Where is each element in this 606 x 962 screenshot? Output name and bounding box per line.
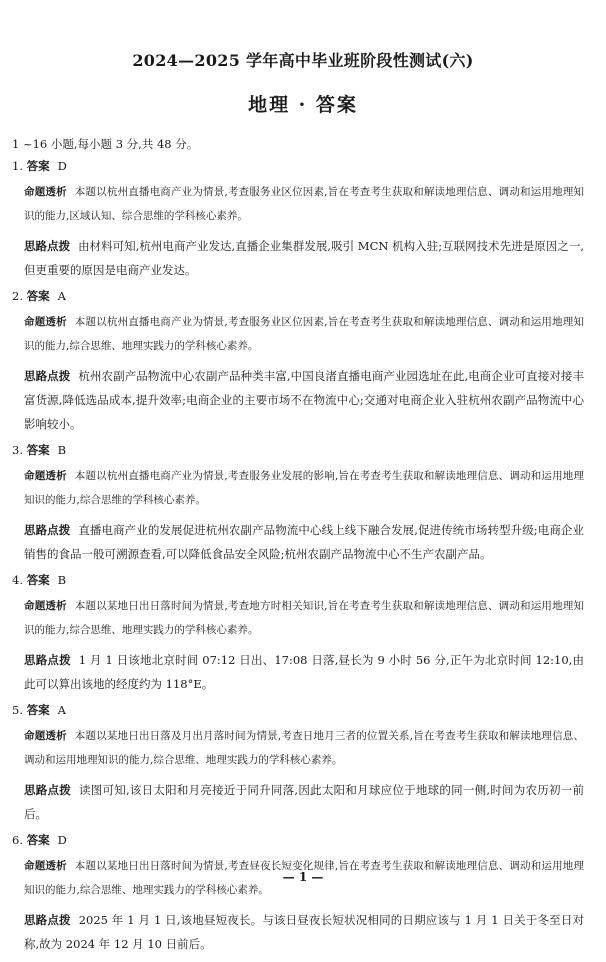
analysis-text: 本题以杭州直播电商产业为情景,考查服务业区位因素,旨在考查考生获取和解读地理信息、调动和运用地理知识的能力,区域认知、综合思维的学科核心素养。 (24, 186, 584, 222)
page-number: — 1 — (282, 870, 324, 884)
question-item (0, 572, 606, 696)
question-item (0, 288, 606, 436)
analysis-text: 本题以某地日出日落及月出月落时间为情景,考查日地月三者的位置关系,旨在考查考生获取和解读地理信息、调动和运用地理知识的能力,综合思维、地理实践力的学科核心素养。 (24, 730, 584, 766)
answer-label: 答案 (26, 289, 50, 303)
question-item (0, 158, 606, 282)
hint-paragraph (24, 234, 584, 282)
question-number: 2. (12, 289, 23, 303)
hint-paragraph (24, 908, 584, 956)
question-list (0, 158, 606, 956)
analysis-paragraph (24, 724, 584, 772)
question-number: 3. (12, 443, 23, 457)
answer-line (12, 288, 606, 304)
answer-line (12, 702, 606, 718)
hint-label: 思路点拨 (24, 783, 72, 797)
analysis-label: 命题透析 (24, 470, 67, 482)
analysis-text: 本题以杭州直播电商产业为情景,考查服务业区位因素,旨在考查考生获取和解读地理信息、调动和运用地理知识的能力,综合思维、地理实践力的学科核心素养。 (24, 316, 584, 352)
analysis-text: 本题以杭州直播电商产业为情景,考查服务业发展的影响,旨在考查考生获取和解读地理信息、调动和运用地理知识的能力,综合思维的学科核心素养。 (24, 470, 584, 506)
hint-paragraph (24, 364, 584, 436)
hint-paragraph (24, 648, 584, 696)
answer-line (12, 158, 606, 174)
analysis-paragraph (24, 310, 584, 358)
answer-label: 答案 (26, 833, 50, 847)
analysis-text: 本题以某地日出日落时间为情景,考查昼夜长短变化规律,旨在考查考生获取和解读地理信息、调动和运用地理知识的能力,综合思维、地理实践力的学科核心素养。 (24, 860, 584, 896)
hint-text: 2025 年 1 月 1 日,该地昼短夜长。与该日昼夜长短状况相同的日期应该与 1 月 1 日关于冬至日对称,故为 2024 年 12 月 10 日前后。 (24, 913, 584, 951)
hint-label: 思路点拨 (24, 239, 71, 253)
question-number: 5. (12, 703, 23, 717)
question-item (0, 442, 606, 566)
answer-content (0, 136, 606, 962)
hint-paragraph (24, 778, 584, 826)
analysis-paragraph (24, 464, 584, 512)
answer-value: B (57, 573, 67, 587)
analysis-paragraph (24, 594, 584, 642)
answer-label: 答案 (26, 573, 50, 587)
analysis-label: 命题透析 (24, 730, 67, 742)
answer-value: B (57, 443, 67, 457)
question-number: 1. (12, 159, 23, 173)
hint-paragraph (24, 518, 584, 566)
answer-value: A (57, 289, 66, 303)
answer-line (12, 832, 606, 848)
page-subtitle: 地理 · 答案 (248, 94, 358, 116)
answer-label: 答案 (26, 443, 50, 457)
analysis-paragraph (24, 180, 584, 228)
analysis-text: 本题以某地日出日落时间为情景,考查地方时相关知识,旨在考查考生获取和解读地理信息、调动和运用地理知识的能力,综合思维、地理实践力的学科核心素养。 (24, 600, 584, 636)
answer-value: A (57, 703, 66, 717)
hint-label: 思路点拨 (24, 913, 71, 927)
question-item (0, 702, 606, 826)
answer-label: 答案 (26, 703, 50, 717)
hint-label: 思路点拨 (24, 653, 71, 667)
question-number: 4. (12, 573, 23, 587)
question-item (0, 832, 606, 956)
answer-value: D (57, 833, 67, 847)
hint-label: 思路点拨 (24, 369, 71, 383)
hint-text: 读图可知,该日太阳和月亮接近于同升同落,因此太阳和月球应位于地球的同一侧,时间为农历初一前后。 (24, 783, 585, 821)
section-intro: 1 ~16 小题,每小题 3 分,共 48 分。 (12, 137, 199, 151)
answer-line (12, 572, 606, 588)
answer-value: D (57, 159, 67, 173)
analysis-label: 命题透析 (24, 860, 67, 872)
hint-text: 1 月 1 日该地北京时间 07:12 日出、17:08 日落,昼长为 9 小时 56 分,正午为北京时间 12:10,由此可以算出该地的经度约为 118°E。 (24, 653, 585, 691)
hint-label: 思路点拨 (24, 523, 71, 537)
question-number: 6. (12, 833, 23, 847)
analysis-label: 命题透析 (24, 600, 67, 612)
analysis-label: 命题透析 (24, 186, 67, 198)
hint-text: 直播电商产业的发展促进杭州农副产品物流中心线上线下融合发展,促进传统市场转型升级;电商企业销售的食品一般可溯源查看,可以降低食品安全风险;杭州农副产品物流中心不生产农副产品。 (24, 523, 585, 561)
answer-line (12, 442, 606, 458)
hint-text: 杭州农副产品物流中心农副产品种类丰富,中国良渚直播电商产业园选址在此,电商企业可直接对接丰富货源,降低选品成本,提升效率;电商企业的主要市场不在物流中心;交通对电商企业入驻杭州农副产品物流中心影响较小。 (24, 369, 585, 431)
answer-label: 答案 (26, 159, 50, 173)
page-title: 2024—2025 学年高中毕业班阶段性测试(六) (132, 51, 474, 70)
analysis-label: 命题透析 (24, 316, 67, 328)
hint-text: 由材料可知,杭州电商产业发达,直播企业集群发展,吸引 MCN 机构入驻;互联网技术先进是原因之一,但更重要的原因是电商产业发达。 (24, 239, 584, 277)
